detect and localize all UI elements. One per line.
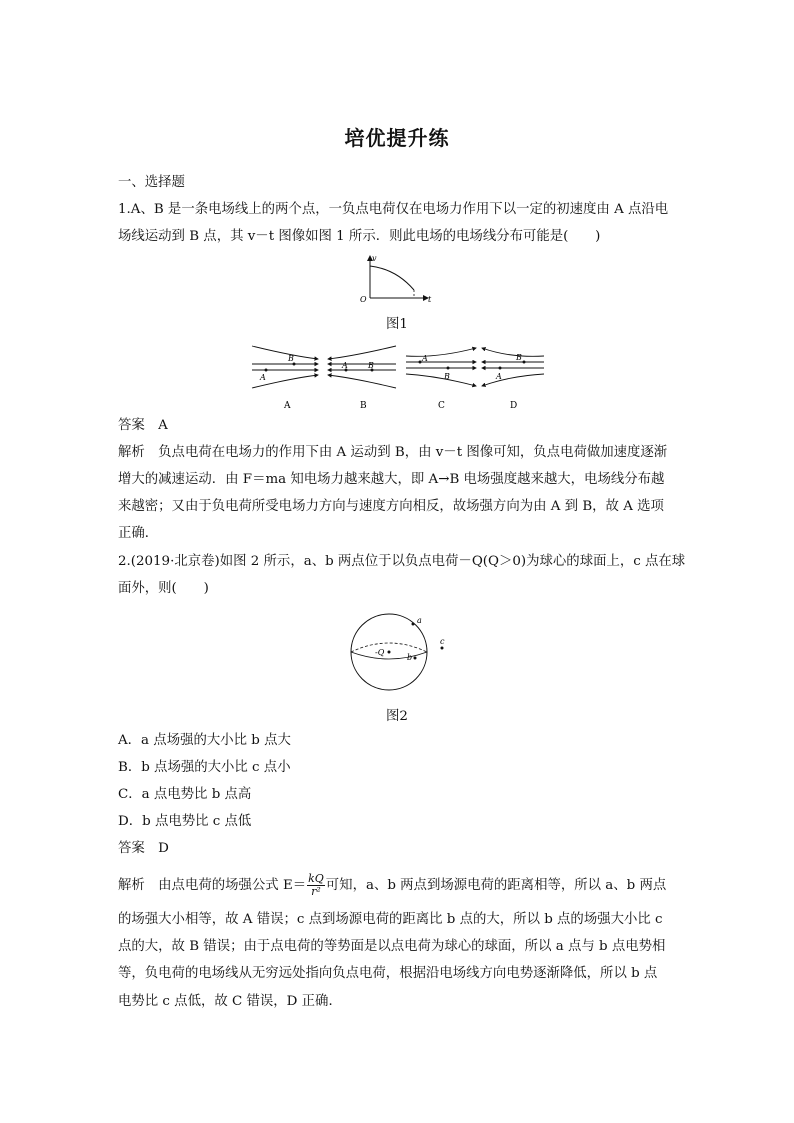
point-c-dot xyxy=(441,647,444,650)
vt-curve xyxy=(370,266,414,290)
option-b-point-b: B xyxy=(368,361,374,370)
q2-option-a: A．a 点场强的大小比 b 点大 xyxy=(118,733,291,748)
point-b-label: b xyxy=(407,653,413,662)
option-a-diagram xyxy=(252,346,318,411)
sphere-figure xyxy=(345,610,455,696)
option-a-point-b: B xyxy=(288,354,294,363)
q2-analysis-line-3: 点的大，故 B 错误；由于点电荷的等势面是以点电荷为球心的球面，所以 a 点与 b 点电势相 xyxy=(118,939,666,954)
q2-analysis-pre: 解析 由点电荷的场强公式 E＝ xyxy=(118,878,307,893)
q2-option-b: B．b 点场强的大小比 c 点小 xyxy=(118,760,291,775)
page-title: 培优提升练 xyxy=(344,126,450,150)
option-c-point-a: A xyxy=(422,354,428,363)
option-d-diagram xyxy=(482,348,544,411)
origin-label: O xyxy=(360,295,367,304)
q1-analysis-line-1: 解析 负点电荷在电场力的作用下由 A 运动到 B，由 v－t 图像可知，负点电荷做加速度逐渐 xyxy=(118,445,668,460)
q2-option-c: C．a 点电势比 b 点高 xyxy=(118,787,252,802)
formula-denominator: r² xyxy=(311,885,321,898)
point-a-dot xyxy=(412,623,415,626)
charge-q-dot xyxy=(388,651,391,654)
point-c-label: c xyxy=(440,637,445,646)
q1-analysis-line-2: 增大的减速运动．由 F＝ma 知电场力越来越大，即 A→B 电场强度越来越大，电场线分布越 xyxy=(118,472,665,487)
q2-option-d: D．b 点电势比 c 点低 xyxy=(118,814,252,829)
v-label: v xyxy=(372,254,377,263)
q2-analysis-line-2: 的场强大小相等，故 A 错误；c 点到场源电荷的距离比 b 点的大，所以 b 点的场强大小比 c xyxy=(118,912,663,927)
q1-answer: 答案 A xyxy=(118,418,168,433)
option-b-point-a: A xyxy=(342,361,348,370)
section-heading: 一、选择题 xyxy=(118,175,185,190)
option-a-point-a: A xyxy=(260,373,266,382)
q1-stem-line-1: 1.A、B 是一条电场线上的两个点，一负点电荷仅在电场力作用下以一定的初速度由 A 点沿电 xyxy=(118,202,669,217)
option-a-label: A xyxy=(284,401,291,411)
option-c-label: C xyxy=(438,401,445,411)
q2-stem-line-2: 面外，则( ) xyxy=(118,581,209,596)
option-d-point-b: B xyxy=(516,353,522,362)
field-line-options xyxy=(248,340,548,414)
option-c-diagram xyxy=(406,348,476,411)
option-b-label: B xyxy=(360,401,367,411)
t-label: t xyxy=(428,295,432,304)
point-b-dot xyxy=(414,657,417,660)
q1-stem-line-2: 场线运动到 B 点，其 v－t 图像如图 1 所示．则此电场的电场线分布可能是( ) xyxy=(118,229,601,244)
option-d-label: D xyxy=(510,401,518,411)
q2-analysis-line-1 xyxy=(118,873,678,898)
charge-q-label: -Q xyxy=(375,648,385,657)
formula-numerator: kQ xyxy=(308,872,324,885)
option-b-diagram xyxy=(328,346,396,411)
q1-analysis-line-4: 正确． xyxy=(118,526,159,541)
q2-answer: 答案 D xyxy=(118,841,169,856)
point-a-label: a xyxy=(417,616,422,625)
q2-analysis-post: 可知，a、b 两点到场源电荷的距离相等，所以 a、b 两点 xyxy=(325,878,667,893)
option-d-point-a: A xyxy=(496,372,502,381)
q2-analysis-line-5: 电势比 c 点低，故 C 错误，D 正确． xyxy=(118,994,342,1009)
vt-graph xyxy=(358,252,438,304)
field-formula xyxy=(307,873,325,898)
fig2-caption: 图2 xyxy=(386,709,408,724)
q2-stem-line-1: 2.(2019·北京卷)如图 2 所示，a、b 两点位于以负点电荷－Q(Q＞0)为球心的球面上，c 点在球 xyxy=(118,554,686,569)
fig1-caption: 图1 xyxy=(386,317,408,332)
option-c-point-b: B xyxy=(444,372,450,381)
q1-analysis-line-3: 来越密；又由于负电荷所受电场力方向与速度方向相反，故场强方向为由 A 到 B，故 A 选项 xyxy=(118,499,664,514)
q2-analysis-line-4: 等，负电荷的电场线从无穷远处指向负点电荷，根据沿电场线方向电势逐渐降低，所以 b 点 xyxy=(118,966,658,981)
